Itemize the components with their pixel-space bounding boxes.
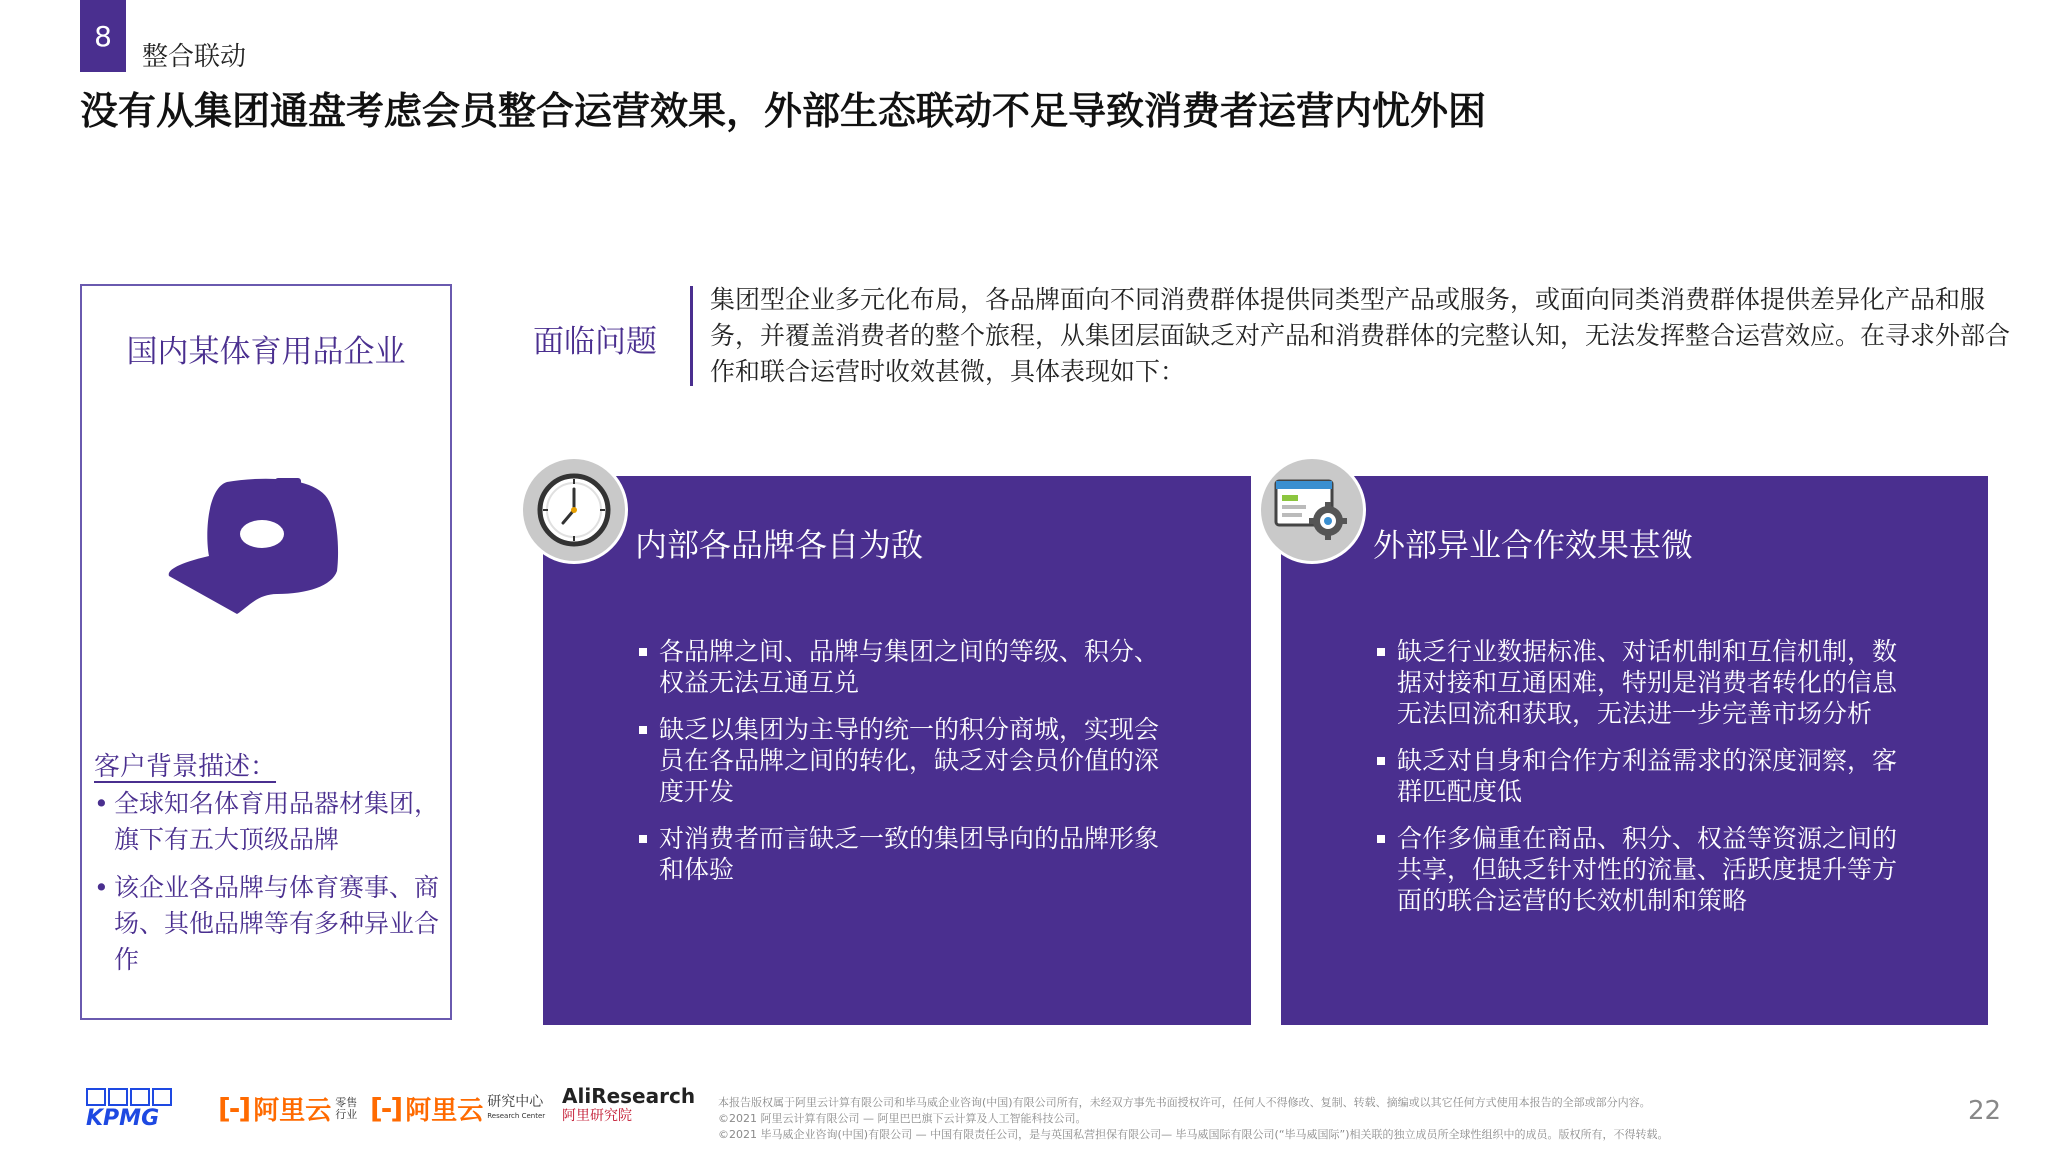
panel-title: 内部各品牌各自为敌	[635, 526, 924, 564]
section-number-badge: 8	[80, 0, 126, 72]
copyright-line: 本报告版权属于阿里云计算有限公司和毕马威企业咨询(中国)有限公司所有，未经双方事先书面授权许可，任何人不得修改、复制、转载、摘编或以其它任何方式使用本报告的全部或部分内容。	[718, 1096, 1651, 1109]
panel-list	[1377, 636, 1897, 932]
panel-internal	[543, 476, 1251, 1025]
baseball-cap-icon	[167, 476, 347, 621]
panel-item: 缺乏对自身和合作方利益需求的深度洞察，客群匹配度低	[1377, 745, 1897, 807]
background-list	[92, 786, 442, 990]
panel-list	[639, 636, 1159, 901]
panel-title: 外部异业合作效果甚微	[1373, 526, 1694, 564]
kpmg-logo: KPMG	[86, 1088, 176, 1132]
aliyun-retail-logo: [-] 阿里云 零售 行业	[218, 1092, 358, 1126]
copyright-line: ©2021 阿里云计算有限公司 — 阿里巴巴旗下云计算及人工智能科技公司。	[718, 1112, 1087, 1125]
panel-item: 对消费者而言缺乏一致的集团导向的品牌形象和体验	[639, 823, 1159, 885]
page-headline: 没有从集团通盘考虑会员整合运营效果，外部生态联动不足导致消费者运营内忧外困	[80, 89, 1487, 133]
issue-label: 面临问题	[533, 324, 657, 360]
panel-item: 缺乏以集团为主导的统一的积分商城，实现会员在各品牌之间的转化，缺乏对会员价值的深度开发	[639, 714, 1159, 807]
aliyun-research-logo: [-] 阿里云 研究中心 Research Center	[370, 1092, 546, 1126]
issue-text: 集团型企业多元化布局，各品牌面向不同消费群体提供同类型产品或服务，或面向同类消费群体提供差异化产品和服务，并覆盖消费者的整个旅程，从集团层面缺乏对产品和消费群体的完整认知，无法发挥整合运营效应。在寻求外部合作和联合运营时收效甚微，具体表现如下：	[710, 285, 2011, 386]
background-item: • 该企业各品牌与体育赛事、商场、其他品牌等有多种异业合作	[92, 870, 442, 978]
clock-icon	[520, 456, 628, 564]
panel-item: 缺乏行业数据标准、对话机制和互信机制，数据对接和互通困难，特别是消费者转化的信息无法回流和获取，无法进一步完善市场分析	[1377, 636, 1897, 729]
aliyun-mark-icon: [-]	[218, 1092, 250, 1125]
ali-research-logo: AliResearch 阿里研究院	[562, 1084, 696, 1124]
background-title: 客户背景描述：	[94, 752, 277, 782]
aliyun-mark-icon: [-]	[370, 1092, 402, 1125]
footer-copyright	[718, 1094, 1669, 1142]
panel-item: 各品牌之间、品牌与集团之间的等级、积分、权益无法互通互兑	[639, 636, 1159, 698]
section-name: 整合联动	[142, 42, 247, 72]
panel-external	[1281, 476, 1988, 1025]
case-title: 国内某体育用品企业	[126, 334, 406, 370]
case-box	[80, 284, 452, 1020]
copyright-line: ©2021 毕马威企业咨询(中国)有限公司 — 中国有限责任公司，是与英国私营担保有限公司— 毕马威国际有限公司(“毕马威国际”)相关联的独立成员所全球性组织中的成员。版权所有，不得转载。	[718, 1128, 1669, 1141]
page-number: 22	[1968, 1096, 2002, 1126]
background-item: • 全球知名体育用品器材集团，旗下有五大顶级品牌	[92, 786, 442, 858]
settings-screen-icon	[1258, 456, 1366, 564]
panel-item: 合作多偏重在商品、积分、权益等资源之间的共享，但缺乏针对性的流量、活跃度提升等方面的联合运营的长效机制和策略	[1377, 823, 1897, 916]
issue-divider	[690, 286, 693, 386]
